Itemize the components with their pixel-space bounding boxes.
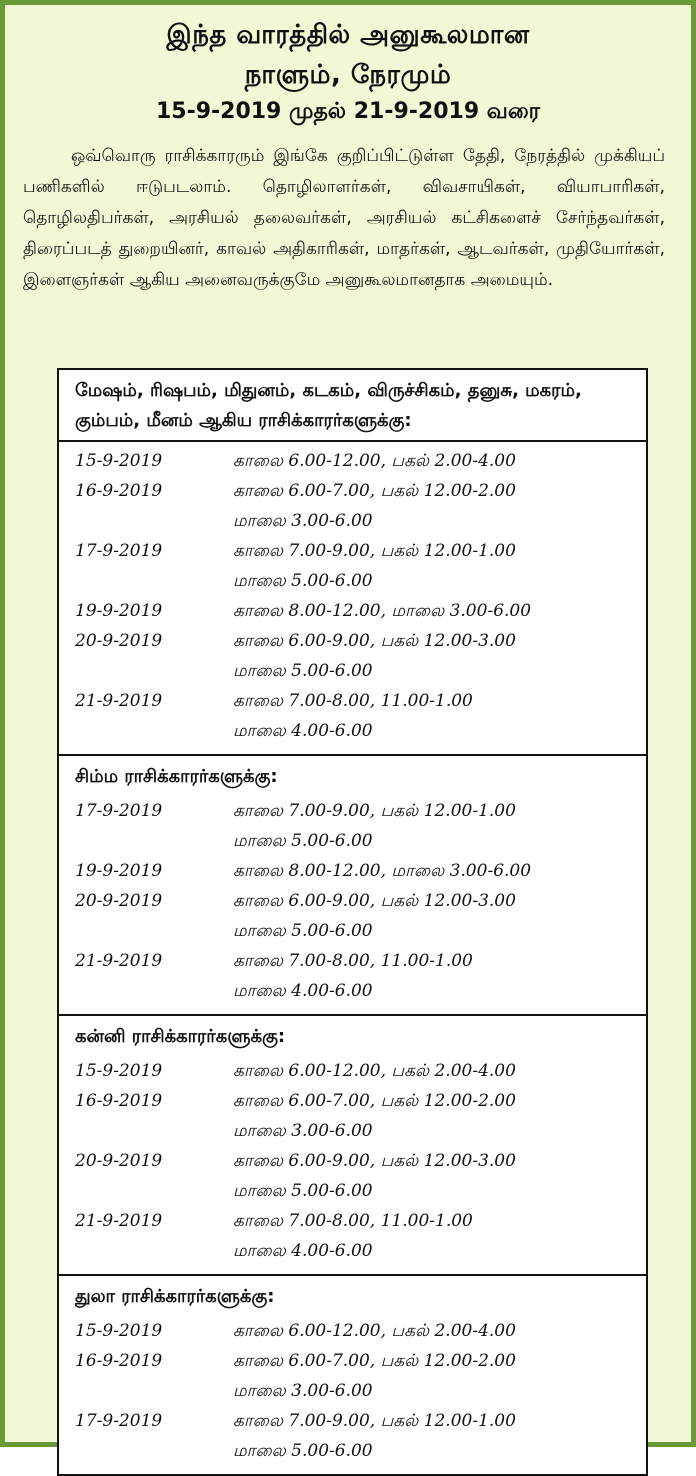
time-slot: மாலை 4.00-6.00 — [233, 981, 373, 1001]
time-slot: காலை 7.00-8.00, 11.00-1.00 — [233, 951, 473, 971]
schedule-row — [59, 476, 646, 536]
row-date: 21-9-2019 — [75, 691, 163, 711]
row-date: 16-9-2019 — [75, 1091, 163, 1111]
rasi-group — [59, 1014, 646, 1274]
row-times — [233, 946, 646, 1006]
group-rows — [59, 1056, 646, 1274]
time-slot: காலை 7.00-9.00, பகல் 12.00-1.00 — [233, 541, 516, 561]
row-date: 16-9-2019 — [75, 1351, 163, 1371]
title-line-2: நாளும், நேரமும் — [244, 60, 452, 90]
time-slot: மாலை 5.00-6.00 — [233, 1441, 373, 1461]
schedule-row — [59, 796, 646, 856]
time-slot: காலை 6.00-12.00, பகல் 2.00-4.00 — [233, 1061, 516, 1081]
row-date: 17-9-2019 — [75, 801, 163, 821]
time-slot: மாலை 5.00-6.00 — [233, 921, 373, 941]
time-slot: காலை 6.00-12.00, பகல் 2.00-4.00 — [233, 451, 516, 471]
schedule-row — [59, 626, 646, 686]
schedule-row — [59, 1086, 646, 1146]
time-slot: காலை 7.00-9.00, பகல் 12.00-1.00 — [233, 1411, 516, 1431]
schedule-row — [59, 886, 646, 946]
row-date: 15-9-2019 — [75, 451, 163, 471]
row-times — [233, 856, 646, 886]
group-heading: மேஷம், ரிஷபம், மிதுனம், கடகம், விருச்சிகம், தனுசு, மகரம், கும்பம், மீனம் ஆகிய ராசிக்காரர்களுக்கு: — [59, 370, 646, 442]
time-slot: காலை 8.00-12.00, மாலை 3.00-6.00 — [233, 861, 532, 881]
header — [5, 5, 691, 129]
row-times — [233, 796, 646, 856]
row-date: 15-9-2019 — [75, 1321, 163, 1341]
row-date: 21-9-2019 — [75, 951, 163, 971]
row-date: 19-9-2019 — [75, 601, 163, 621]
intro-paragraph: ஒவ்வொரு ராசிக்காரரும் இங்கே குறிப்பிட்டுள்ள தேதி, நேரத்தில் முக்கியப் பணிகளில் ஈடுபடலாம். தொழிலாளர்கள், விவசாயிகள், வியாபாரிகள், தொழிலதிபர்கள், அரசியல் தலைவர்கள், அரசியல் கட்சிகளைச் சேர்ந்தவர்கள், திரைப்படத் துறையினர், காவல் அதிகாரிகள், மாதர்கள், ஆடவர்கள், முதியோர்கள், இளைஞர்கள் ஆகிய அனைவருக்குமே அனுகூலமானதாக அமையும். — [23, 146, 665, 290]
row-date: 20-9-2019 — [75, 1151, 163, 1171]
row-times — [233, 1086, 646, 1146]
schedule-row — [59, 446, 646, 476]
row-times — [233, 476, 646, 536]
group-heading: கன்னி ராசிக்காரர்களுக்கு: — [75, 1026, 286, 1047]
rasi-group — [59, 1274, 646, 1474]
row-times — [233, 1146, 646, 1206]
row-times — [233, 536, 646, 596]
time-slot: காலை 6.00-12.00, பகல் 2.00-4.00 — [233, 1321, 516, 1341]
time-slot: காலை 6.00-7.00, பகல் 12.00-2.00 — [233, 481, 516, 501]
time-slot: மாலை 5.00-6.00 — [233, 571, 373, 591]
row-times — [233, 886, 646, 946]
row-date: 19-9-2019 — [75, 861, 163, 881]
row-date: 17-9-2019 — [75, 541, 163, 561]
time-slot: காலை 7.00-9.00, பகல் 12.00-1.00 — [233, 801, 516, 821]
schedule-row — [59, 1406, 646, 1466]
time-slot: மாலை 3.00-6.00 — [233, 1381, 373, 1401]
row-times — [233, 626, 646, 686]
group-rows — [59, 442, 646, 754]
row-times — [233, 1056, 646, 1086]
row-date: 16-9-2019 — [75, 481, 163, 501]
row-date: 20-9-2019 — [75, 631, 163, 651]
group-rows — [59, 1316, 646, 1474]
row-times — [233, 1346, 646, 1406]
time-slot: காலை 6.00-9.00, பகல் 12.00-3.00 — [233, 891, 516, 911]
time-slot: மாலை 5.00-6.00 — [233, 661, 373, 681]
schedule-row — [59, 856, 646, 886]
time-slot: காலை 6.00-7.00, பகல் 12.00-2.00 — [233, 1351, 516, 1371]
time-slot: மாலை 4.00-6.00 — [233, 721, 373, 741]
time-slot: காலை 6.00-9.00, பகல் 12.00-3.00 — [233, 631, 516, 651]
date-range: 15-9-2019 முதல் 21-9-2019 வரை — [155, 99, 541, 124]
schedule-row — [59, 596, 646, 626]
time-slot: மாலை 5.00-6.00 — [233, 831, 373, 851]
schedule-row — [59, 1146, 646, 1206]
row-date: 21-9-2019 — [75, 1211, 163, 1231]
rasi-group — [59, 370, 646, 754]
row-times — [233, 1316, 646, 1346]
row-date: 17-9-2019 — [75, 1411, 163, 1431]
time-slot: மாலை 3.00-6.00 — [233, 511, 373, 531]
rasi-group — [59, 754, 646, 1014]
time-slot: மாலை 4.00-6.00 — [233, 1241, 373, 1261]
time-slot: காலை 6.00-9.00, பகல் 12.00-3.00 — [233, 1151, 516, 1171]
time-slot: காலை 6.00-7.00, பகல் 12.00-2.00 — [233, 1091, 516, 1111]
group-heading: சிம்ம ராசிக்காரர்களுக்கு: — [75, 766, 278, 787]
group-rows — [59, 796, 646, 1014]
schedule-row — [59, 1346, 646, 1406]
group-heading: துலா ராசிக்காரர்களுக்கு: — [75, 1286, 275, 1307]
time-slot: காலை 8.00-12.00, மாலை 3.00-6.00 — [233, 601, 532, 621]
time-slot: மாலை 5.00-6.00 — [233, 1181, 373, 1201]
time-slot: காலை 7.00-8.00, 11.00-1.00 — [233, 691, 473, 711]
schedule-table — [57, 368, 648, 1476]
schedule-row — [59, 946, 646, 1006]
schedule-row — [59, 1206, 646, 1266]
schedule-row — [59, 686, 646, 746]
row-times — [233, 446, 646, 476]
row-date: 20-9-2019 — [75, 891, 163, 911]
title-line-1: இந்த வாரத்தில் அனுகூலமான — [166, 20, 530, 50]
row-times — [233, 1406, 646, 1466]
time-slot: காலை 7.00-8.00, 11.00-1.00 — [233, 1211, 473, 1231]
schedule-row — [59, 1056, 646, 1086]
row-times — [233, 686, 646, 746]
schedule-row — [59, 1316, 646, 1346]
row-times — [233, 596, 646, 626]
time-slot: மாலை 3.00-6.00 — [233, 1121, 373, 1141]
row-date: 15-9-2019 — [75, 1061, 163, 1081]
schedule-row — [59, 536, 646, 596]
row-times — [233, 1206, 646, 1266]
